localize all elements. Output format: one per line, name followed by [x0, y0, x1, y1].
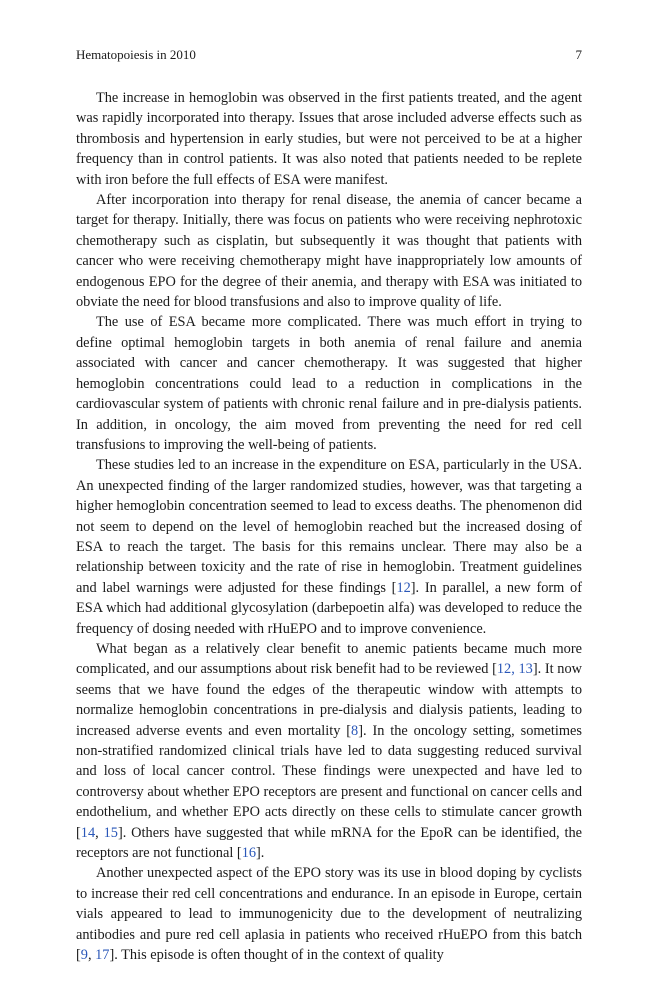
paragraph-text: The increase in hemoglobin was observed in the first patients treated, and the agent was rapidly incorporated into therapy. Issues that arose included adverse effects such as thrombosis and hypertension in early studies, but were not perceived to be at a higher frequency than in control patients. It was also noted that patients needed to be replete with iron before the full effects of ESA were manifest. — [76, 90, 582, 188]
paragraph-text: ]. It now seems that we have found the edges of the therapeutic window with attempts to normalize hemoglobin concentrations in pre-dialysis and dialysis patients, leading to increased adverse events and even mortality [ — [76, 661, 582, 739]
body-paragraph — [76, 88, 582, 190]
paragraph-text: After incorporation into therapy for renal disease, the anemia of cancer became a target for therapy. Initially, there was focus on patients who were receiving nephrotoxic chemotherapy such as cisplatin, but subsequently it was thought that patients with cancer who were receiving chemotherapy might have inappropriately low amounts of endogenous EPO for the degree of their anemia, and therapy with ESA was initiated to obviate the need for blood transfusions and also to improve quality of life. — [76, 192, 582, 311]
citation-link[interactable]: 16 — [241, 845, 257, 862]
paragraph-text: Another unexpected aspect of the EPO story was its use in blood doping by cyclists to increase their red cell concentrations and endurance. In an episode in Europe, certain vials appeared to lead to immunogenicity due to the development of neutralizing antibodies and pure red cell aplasia in patients who received rHuEPO from this batch [ — [76, 865, 582, 964]
paragraph-text: These studies led to an increase in the expenditure on ESA, particularly in the USA. An unexpected finding of the larger randomized studies, however, was that targeting a higher hemoglobin concentration seemed to lead to excess deaths. The phenomenon did not seem to depend on the level of hemoglobin reached but the increased dosing of ESA to reach the target. The basis for this remains unclear. There may also be a relationship between toxicity and the rate of rise in hemoglobin. Treatment guidelines and label warnings were adjusted for these findings [ — [76, 457, 582, 596]
citation-link[interactable]: 12 — [396, 579, 411, 596]
body-paragraph — [76, 312, 582, 455]
paragraph-text: What began as a relatively clear benefit to anemic patients became much more complicated, and our assumptions about risk benefit had to be reviewed [ — [76, 640, 582, 678]
paragraph-text: , — [95, 824, 104, 841]
citation-link[interactable]: 8 — [351, 722, 359, 739]
running-title: Hematopoiesis in 2010 — [76, 47, 196, 62]
citation-link[interactable]: 15 — [103, 824, 118, 841]
paragraph-text: ]. In the oncology setting, sometimes non-stratified randomized clinical trials have led to data suggesting reduced survival and loss of local cancer control. These findings were unexpected and have led to controversy about whether EPO receptors are present and functional on cancer cells and endothelium, and whether EPO acts directly on these cells to stimulate cancer growth [ — [76, 722, 582, 841]
paragraph-text: The use of ESA became more complicated. There was much effort in trying to define optimal hemoglobin targets in both anemia of renal failure and anemia associated with cancer and cancer chemotherapy. It was suggested that higher hemoglobin concentrations could lead to a reduction in complications in the cardiovascular system of patients with chronic renal failure and in pre-dialysis patients. In addition, in oncology, the aim moved from preventing the need for red cell transfusions to improving the well-being of patients. — [76, 314, 582, 453]
body-paragraph — [76, 190, 582, 312]
citation-link[interactable]: 14 — [80, 824, 96, 841]
paragraph-text: ]. In parallel, a new form of ESA which had additional glycosylation (darbepoetin alfa) was developed to reduce the frequency of dosing needed with rHuEPO and to improve convenience. — [76, 579, 582, 637]
citation-link[interactable]: 17 — [95, 947, 110, 964]
body-paragraph — [76, 639, 582, 863]
paragraph-text: ]. This episode is often thought of in the context of quality — [109, 947, 444, 964]
paragraph-text: , — [87, 947, 96, 964]
page-number: 7 — [575, 47, 582, 62]
document-page — [76, 0, 582, 1000]
body-text — [76, 88, 582, 965]
body-paragraph — [76, 863, 582, 965]
running-head — [76, 47, 582, 63]
paragraph-text: ]. Others have suggested that while mRNA for the EpoR can be identified, the receptors are not functional [ — [76, 824, 582, 862]
body-paragraph — [76, 455, 582, 639]
citation-link[interactable]: 12, 13 — [496, 661, 533, 678]
paragraph-text: ]. — [256, 845, 265, 862]
citation-link[interactable]: 9 — [80, 947, 88, 964]
